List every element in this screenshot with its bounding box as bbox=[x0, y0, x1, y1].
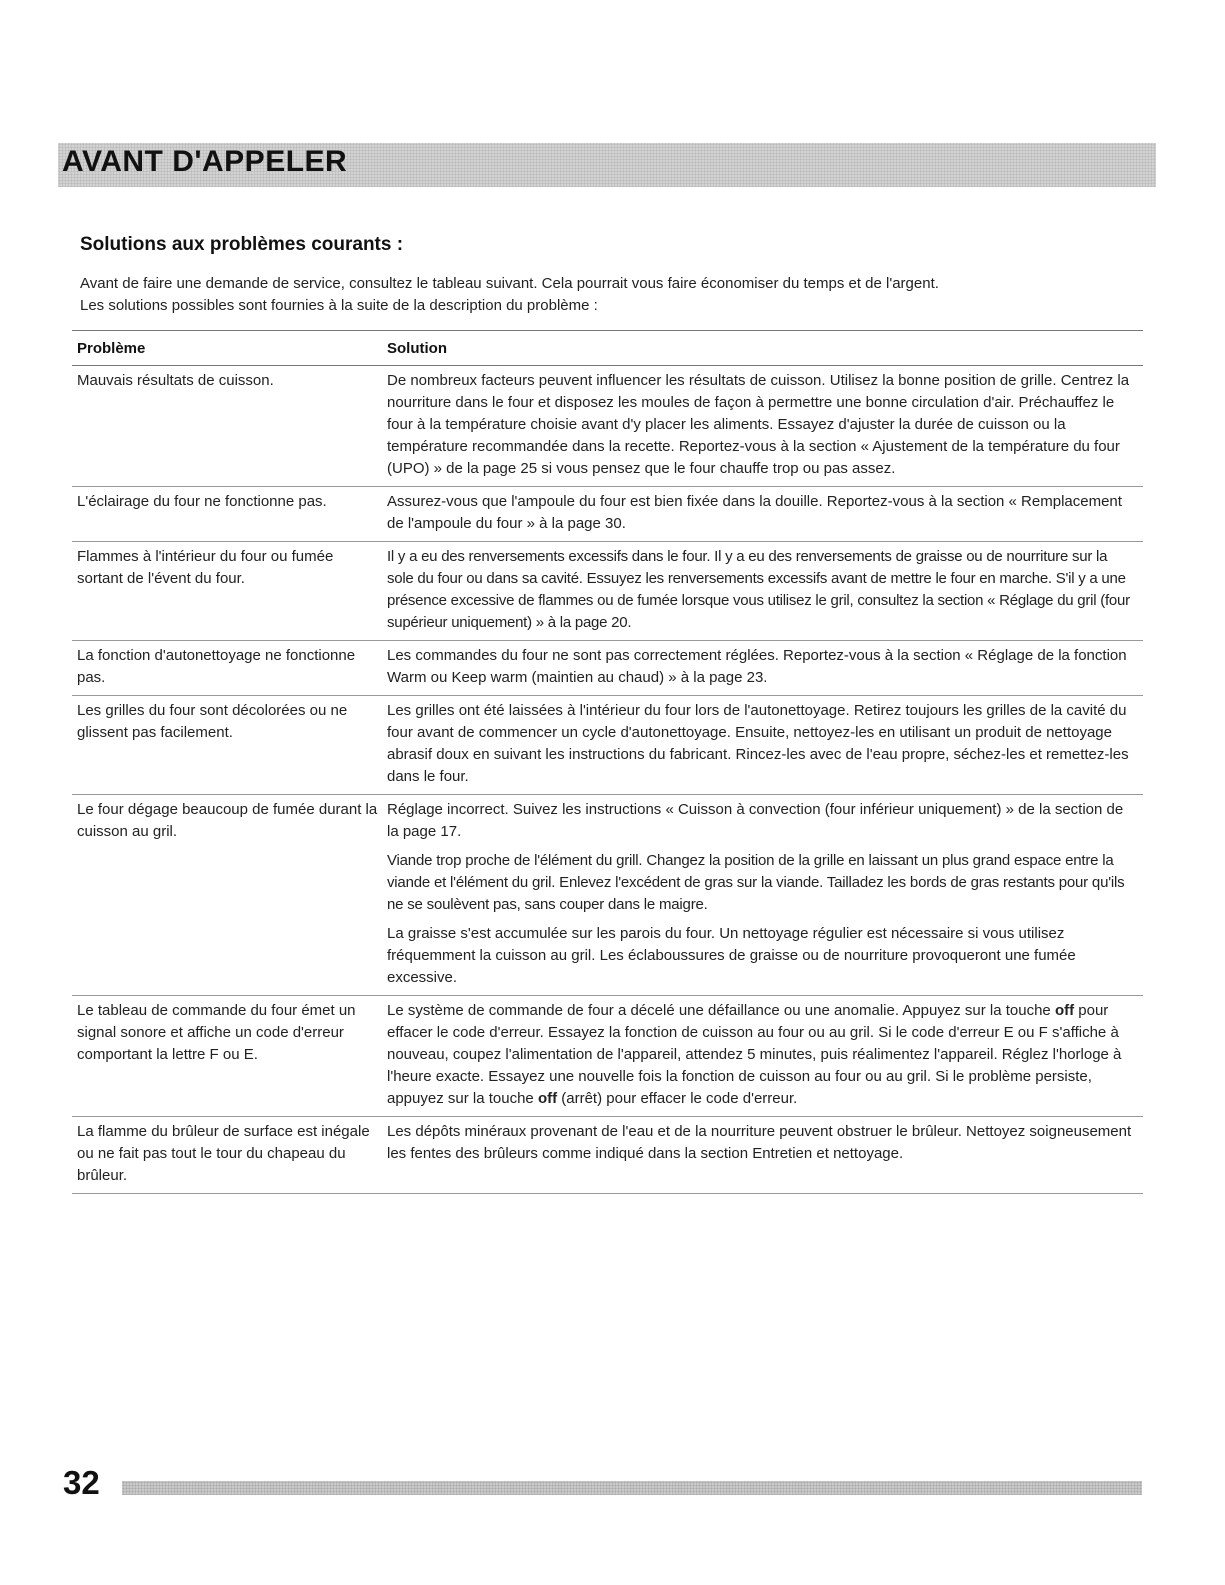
footer-bar bbox=[122, 1481, 1142, 1495]
solution-cell bbox=[381, 1117, 1143, 1193]
solution-text bbox=[387, 1000, 1135, 1110]
column-header-problem: Problème bbox=[77, 339, 146, 357]
table-row bbox=[72, 542, 1143, 641]
solution-text: Les dépôts minéraux provenant de l'eau et de la nourriture peuvent obstruer le brûleur. Nettoyez soigneusement les fentes des brûleurs comme indiqué dans la section Entretien et nettoyage. bbox=[387, 1123, 1132, 1162]
intro-text bbox=[80, 273, 1140, 317]
solution-text: La graisse s'est accumulée sur les parois du four. Un nettoyage régulier est nécessaire si vous utilisez fréquemment la cuisson au gril. Les éclaboussures de graisse ou de nourriture provoqueront une fumée excessive. bbox=[387, 925, 1076, 986]
table-row bbox=[72, 487, 1143, 542]
problem-cell: L'éclairage du four ne fonctionne pas. bbox=[77, 493, 327, 510]
table-row bbox=[72, 366, 1143, 487]
off-key-label: off bbox=[1054, 1002, 1075, 1019]
solution-text-part: (arrêt) pour effacer le code d'erreur. bbox=[557, 1090, 798, 1107]
intro-line: Avant de faire une demande de service, consultez le tableau suivant. Cela pourrait vous faire économiser du temps et de l'argent. bbox=[80, 275, 939, 292]
table-row bbox=[72, 996, 1143, 1117]
solution-cell bbox=[381, 542, 1143, 640]
problem-cell: La fonction d'autonettoyage ne fonctionne pas. bbox=[77, 647, 356, 686]
problem-cell: Le four dégage beaucoup de fumée durant la cuisson au gril. bbox=[77, 801, 378, 840]
solution-cell bbox=[381, 487, 1143, 541]
problem-cell: Les grilles du four sont décolorées ou ne glissent pas facilement. bbox=[77, 702, 348, 741]
solution-cell bbox=[381, 366, 1143, 486]
troubleshooting-table bbox=[72, 330, 1143, 1194]
solution-text-part: Le système de commande de four a décelé une défaillance ou une anomalie. Appuyez sur la touche bbox=[387, 1002, 1055, 1019]
solution-text-part: pour effacer le code d'erreur. Essayez la fonction de cuisson au four ou au gril. Si le code d'erreur E ou F s'affiche à nouveau, coupez l'alimentation de l'appareil, attendez 5 minutes, puis réalimentez l'appareil. Réglez l'horloge à l'heure exacte. Essayez une nouvelle fois la fonction de cuisson au four ou au gril. Si le problème persiste, appuyez sur la touche bbox=[387, 1002, 1122, 1107]
solution-text: Il y a eu des renversements excessifs dans le four. Il y a eu des renversements de graisse ou de nourriture sur la sole du four ou dans sa cavité. Essuyez les renversements excessifs avant de mettre le four en marche. S'il y a une présence excessive de flammes ou de fumée lorsque vous utilisez le gril, consultez la section « Réglage du gril (four supérieur uniquement) » à la page 20. bbox=[387, 548, 1130, 631]
solution-cell bbox=[381, 641, 1143, 695]
solution-cell bbox=[381, 996, 1143, 1116]
problem-cell: Mauvais résultats de cuisson. bbox=[77, 372, 274, 389]
table-row bbox=[72, 795, 1143, 996]
off-key-label: off bbox=[537, 1090, 558, 1107]
solution-text: Viande trop proche de l'élément du grill. Changez la position de la grille en laissant un plus grand espace entre la viande et l'élément du gril. Enlevez l'excédent de gras sur la viande. Tailladez les bords de gras restants pour qu'ils ne se soulèvent pas, sans couper dans le maigre. bbox=[387, 852, 1125, 913]
column-header-solution: Solution bbox=[387, 339, 447, 357]
intro-line: Les solutions possibles sont fournies à la suite de la description du problème : bbox=[80, 297, 598, 314]
solution-text: Les grilles ont été laissées à l'intérieur du four lors de l'autonettoyage. Retirez toujours les grilles de la cavité du four avant de commencer un cycle d'autonettoyage. Ensuite, nettoyez-les en utilisant un produit de nettoyage abrasif doux en suivant les instructions du fabricant. Rincez-les avec de l'eau propre, séchez-les et remettez-les dans le four. bbox=[387, 702, 1129, 785]
table-row bbox=[72, 1117, 1143, 1194]
solution-cell bbox=[381, 795, 1143, 995]
problem-cell: Le tableau de commande du four émet un signal sonore et affiche un code d'erreur comportant la lettre F ou E. bbox=[77, 1002, 356, 1063]
table-row bbox=[72, 696, 1143, 795]
problem-cell: La flamme du brûleur de surface est inégale ou ne fait pas tout le tour du chapeau du brûleur. bbox=[77, 1123, 370, 1184]
solution-text: De nombreux facteurs peuvent influencer les résultats de cuisson. Utilisez la bonne position de grille. Centrez la nourriture dans le four et disposez les moules de façon à permettre une bonne circulation d'air. Préchauffez le four à la température choisie avant d'y placer les aliments. Essayez d'ajuster la durée de cuisson ou la température recommandée dans la recette. Reportez-vous à la section « Ajustement de la température du four (UPO) » de la page 25 si vous pensez que le four chauffe trop ou pas assez. bbox=[387, 372, 1130, 477]
page-number: 32 bbox=[63, 1464, 100, 1501]
section-heading: Solutions aux problèmes courants : bbox=[80, 234, 404, 255]
solution-cell bbox=[381, 696, 1143, 794]
solution-text: Réglage incorrect. Suivez les instructions « Cuisson à convection (four inférieur uniquement) » de la section de la page 17. bbox=[387, 801, 1124, 840]
solution-text: Les commandes du four ne sont pas correctement réglées. Reportez-vous à la section « Réglage de la fonction Warm ou Keep warm (maintien au chaud) » à la page 23. bbox=[387, 647, 1127, 686]
solution-text: Assurez-vous que l'ampoule du four est bien fixée dans la douille. Reportez-vous à la section « Remplacement de l'ampoule du four » à la page 30. bbox=[387, 493, 1122, 532]
page-title: AVANT D'APPELER bbox=[62, 145, 348, 178]
table-header bbox=[72, 330, 1143, 366]
table-row bbox=[72, 641, 1143, 696]
problem-cell: Flammes à l'intérieur du four ou fumée sortant de l'évent du four. bbox=[77, 548, 334, 587]
